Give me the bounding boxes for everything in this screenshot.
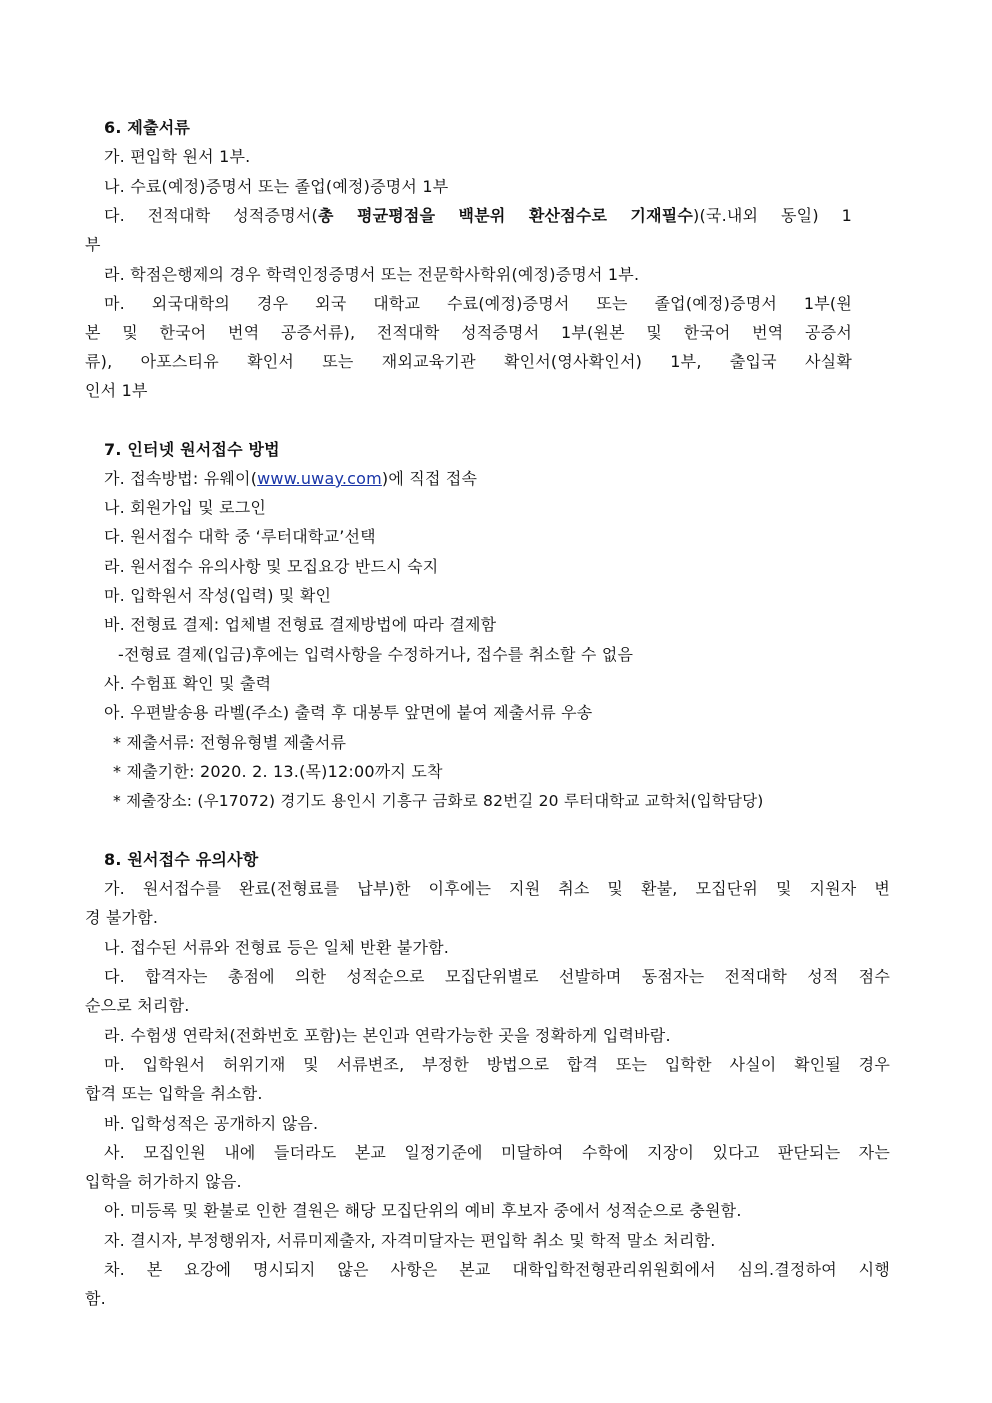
- section-6-item-ra: 라. 학점은행제의 경우 학력인정증명서 또는 전문학사학위(예정)증명서 1부.: [104, 265, 640, 284]
- section-8-item-a: 아. 미등록 및 환불로 인한 결원은 해당 모집단위의 예비 후보자 중에서 성적순으로 충원함.: [104, 1201, 742, 1220]
- section-8-item-cha-line1: 차. 본 요강에 명시되지 않은 사항은 본교 대학입학전형관리위원회에서 심의.결정하여 시행: [104, 1260, 890, 1279]
- section-6-item-na: 나. 수료(예정)증명서 또는 졸업(예정)증명서 1부: [104, 177, 449, 196]
- section-8-item-ja: 자. 결시자, 부정행위자, 서류미제출자, 자격미달자는 편입학 취소 및 학적 말소 처리함.: [104, 1231, 716, 1250]
- section-6-item-da-continuation: 부: [85, 235, 101, 254]
- section-6-item-ma-line3: 류), 아포스티유 확인서 또는 재외교육기관 확인서(영사확인서) 1부, 출입국 사실확: [85, 352, 852, 371]
- section-6-item-da-suffix: )(국.내외 동일) 1: [693, 206, 852, 225]
- section-7-note-location: * 제출장소: (우17072) 경기도 용인시 기흥구 금화로 82번길 20 루터대학교 교학처(입학담당): [113, 792, 764, 810]
- section-8-item-ma-line1: 마. 입학원서 허위기재 및 서류변조, 부정한 방법으로 합격 또는 입학한 사실이 확인될 경우: [104, 1055, 890, 1074]
- section-7-title: 7. 인터넷 원서접수 방법: [104, 440, 280, 459]
- section-7-item-sa: 사. 수험표 확인 및 출력: [104, 674, 272, 693]
- section-7-item-da: 다. 원서접수 대학 중 ‘루터대학교’선택: [104, 527, 376, 546]
- section-7-item-ga: [104, 468, 932, 490]
- section-7-item-ga-prefix: 가. 접속방법: 유웨이(: [104, 469, 258, 488]
- section-8-item-sa-line2: 입학을 허가하지 않음.: [85, 1172, 242, 1191]
- section-8-item-ra: 라. 수험생 연락처(전화번호 포함)는 본인과 연락가능한 곳을 정확하게 입력바람.: [104, 1026, 671, 1045]
- section-7-item-ba: 바. 전형료 결제: 업체별 전형료 결제방법에 따라 결제함: [104, 615, 497, 634]
- section-6-item-da-prefix: 다. 전적대학 성적증명서(: [104, 206, 318, 225]
- section-7-item-na: 나. 회원가입 및 로그인: [104, 498, 267, 517]
- section-8-item-na: 나. 접수된 서류와 전형료 등은 일체 반환 불가함.: [104, 938, 450, 957]
- section-8-item-ma-line2: 합격 또는 입학을 취소함.: [85, 1084, 263, 1103]
- section-7-note-deadline: * 제출기한: 2020. 2. 13.(목)12:00까지 도착: [113, 762, 443, 781]
- section-8-item-ga-line1: 가. 원서접수를 완료(전형료를 납부)한 이후에는 지원 취소 및 환불, 모집단위 및 지원자 변: [104, 879, 890, 898]
- section-7-item-ra: 라. 원서접수 유의사항 및 모집요강 반드시 숙지: [104, 557, 439, 576]
- section-8-item-cha-line2: 함.: [85, 1289, 106, 1308]
- section-8-item-ba: 바. 입학성적은 공개하지 않음.: [104, 1114, 319, 1133]
- section-6-item-da-emphasis: 총 평균평점을 백분위 환산점수로 기재필수: [317, 206, 694, 225]
- section-6-title: 6. 제출서류: [104, 118, 191, 137]
- section-7-item-a: 아. 우편발송용 라벨(주소) 출력 후 대봉투 앞면에 붙여 제출서류 우송: [104, 703, 593, 722]
- section-8-title: 8. 원서접수 유의사항: [104, 850, 259, 869]
- section-8-item-da-line1: 다. 합격자는 총점에 의한 성적순으로 모집단위별로 선발하며 동점자는 전적대학 성적 점수: [104, 967, 890, 986]
- section-8-item-ga-line2: 경 불가함.: [85, 908, 159, 927]
- section-7-item-ba-note: -전형료 결제(입금)후에는 입력사항을 수정하거나, 접수를 취소할 수 없음: [118, 645, 634, 664]
- section-7-item-ga-suffix: )에 직접 접속: [381, 469, 478, 488]
- section-6-item-da: [104, 205, 852, 227]
- section-6-item-ma-line2: 본 및 한국어 번역 공증서류), 전적대학 성적증명서 1부(원본 및 한국어 번역 공증서: [85, 323, 852, 342]
- section-6-item-ma-line1: 마. 외국대학의 경우 외국 대학교 수료(예정)증명서 또는 졸업(예정)증명서 1부(원: [104, 294, 852, 313]
- section-7-note-documents: * 제출서류: 전형유형별 제출서류: [113, 733, 347, 752]
- section-8-item-da-line2: 순으로 처리함.: [85, 996, 190, 1015]
- section-8-item-sa-line1: 사. 모집인원 내에 들더라도 본교 일정기준에 미달하여 수학에 지장이 있다고 판단되는 자는: [104, 1143, 890, 1162]
- section-6-item-ma-line4: 인서 1부: [85, 381, 148, 400]
- section-6-item-ga: 가. 편입학 원서 1부.: [104, 147, 251, 166]
- section-7-item-ma: 마. 입학원서 작성(입력) 및 확인: [104, 586, 332, 605]
- uway-link[interactable]: www.uway.com: [257, 469, 382, 488]
